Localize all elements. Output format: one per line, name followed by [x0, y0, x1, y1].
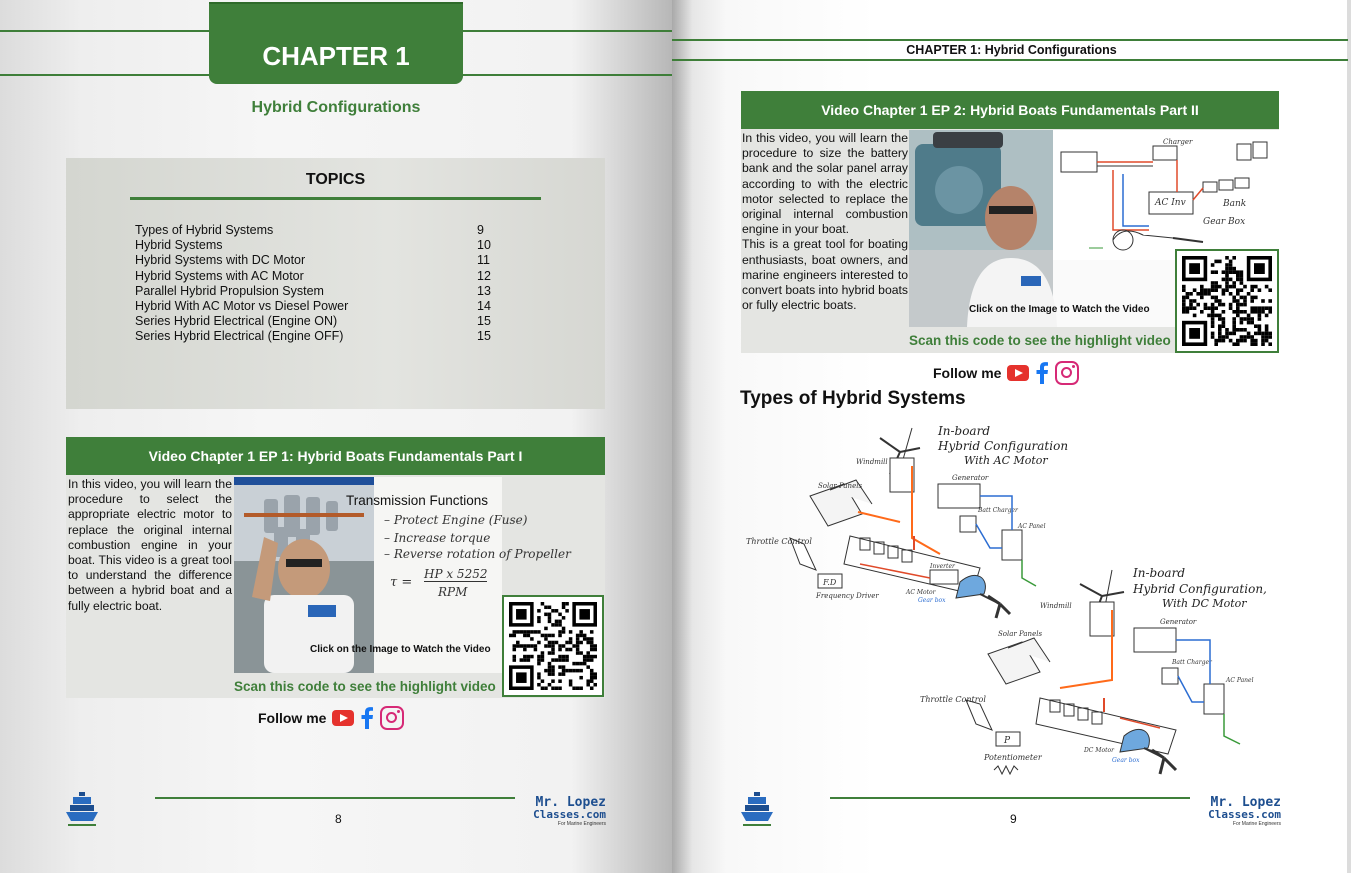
diagram-label: Solar Panels: [818, 482, 863, 490]
qr-code[interactable]: [502, 595, 604, 697]
video-description: In this video, you will learn the procedure to select the appropriate electric motor to replace the original internal combustion engine in your boat. This video is a great tool to understand the difference between a hybrid boat and a fully electric boat.: [68, 477, 232, 613]
diagram-label: P: [1004, 736, 1011, 746]
diagram-label: Gear box: [1112, 757, 1140, 764]
sketch-label: Charger: [1163, 138, 1193, 146]
sketch-label: Gear Box: [1203, 217, 1246, 227]
diagram-title: With DC Motor: [1162, 597, 1247, 610]
topic-row[interactable]: [135, 299, 495, 314]
ship-logo-icon: [64, 790, 100, 830]
diagram-label: Throttle Control: [920, 695, 986, 704]
diagram-label: Throttle Control: [746, 537, 812, 546]
topic-label: Parallel Hybrid Propulsion System: [135, 283, 324, 298]
topic-row[interactable]: [135, 329, 495, 344]
brand-line2: Classes.com: [1208, 808, 1281, 821]
youtube-icon[interactable]: [1007, 365, 1029, 381]
brand-line3: For Marine Engineers: [1232, 821, 1281, 827]
diagram-label: AC Panel: [1018, 523, 1046, 530]
diagram-label: Gear box: [918, 597, 946, 604]
brand-logo: [1204, 796, 1281, 827]
footer-rule: [155, 797, 515, 799]
click-to-watch[interactable]: Click on the Image to Watch the Video: [969, 304, 1150, 315]
brand-line2: Classes.com: [533, 808, 606, 821]
diagram-title: With AC Motor: [964, 454, 1048, 467]
footer-rule: [830, 797, 1190, 799]
diagram-title: Hybrid Configuration: [938, 439, 1069, 453]
facebook-icon[interactable]: [360, 707, 374, 729]
topic-page: 12: [477, 268, 491, 283]
follow-bar: [258, 706, 404, 730]
topic-row[interactable]: [135, 253, 495, 268]
instagram-icon[interactable]: [1055, 361, 1079, 385]
topic-page: 14: [477, 298, 491, 313]
diagram-title: In-board: [938, 424, 991, 438]
youtube-icon[interactable]: [332, 710, 354, 726]
running-header-rule-bottom: [672, 59, 1348, 61]
page-number: 8: [335, 812, 342, 826]
diagram-label: Generator: [1160, 618, 1197, 626]
topic-label: Hybrid Systems with AC Motor: [135, 268, 304, 283]
follow-label: Follow me: [258, 710, 327, 726]
chapter-subtitle: Hybrid Configurations: [251, 99, 421, 116]
topic-page: 10: [477, 238, 491, 253]
brand-line3: For Marine Engineers: [557, 821, 606, 827]
video-description-para: In this video, you will learn the procedure to size the battery bank and the solar panel array according to with the electric motor selected to replace the original internal combustion engine in your boat.: [742, 131, 908, 237]
brand-line1: Mr. Lopez: [1210, 795, 1281, 810]
page-number: 9: [1010, 812, 1017, 826]
topic-label: Series Hybrid Electrical (Engine OFF): [135, 329, 344, 344]
diagram-label: AC Motor: [906, 589, 936, 596]
thumb-title: Transmission Functions: [345, 493, 489, 508]
page-edge: [1347, 0, 1351, 873]
topic-label: Types of Hybrid Systems: [135, 223, 274, 237]
thumb-line: – Protect Engine (Fuse): [384, 513, 528, 527]
diagram-label: Batt Charger: [978, 507, 1018, 514]
video-header: Video Chapter 1 EP 2: Hybrid Boats Fundamentals Part II: [741, 91, 1279, 129]
diagram-label: Solar Panels: [998, 630, 1043, 638]
thumb-line: – Reverse rotation of Propeller: [384, 547, 571, 561]
diagram-label: F.D: [823, 578, 837, 587]
follow-bar: [933, 361, 1079, 385]
video-box-ep2: [741, 91, 1279, 353]
topic-label: Hybrid Systems with DC Motor: [135, 253, 306, 268]
instagram-icon[interactable]: [380, 706, 404, 730]
topic-page: 15: [477, 314, 491, 329]
topic-label: Hybrid With AC Motor vs Diesel Power: [135, 298, 349, 313]
running-header-rule-top: [672, 39, 1348, 41]
scan-text: Scan this code to see the highlight video: [909, 333, 1171, 348]
diagram-title: In-board: [1133, 566, 1186, 580]
left-page: [0, 0, 672, 873]
section-title: Types of Hybrid Systems: [740, 388, 966, 409]
video-header: Video Chapter 1 EP 1: Hybrid Boats Fundamentals Part I: [66, 437, 605, 475]
follow-label: Follow me: [933, 365, 1002, 381]
diagram-label: DC Motor: [1084, 747, 1114, 754]
diagram-label: Frequency Driver: [816, 592, 879, 600]
diagram-title: Hybrid Configuration,: [1133, 582, 1267, 596]
sketch-label: Bank: [1223, 199, 1247, 209]
qr-code-pattern: [1182, 256, 1272, 346]
facebook-icon[interactable]: [1035, 362, 1049, 384]
topics-title: TOPICS: [305, 171, 366, 188]
diagram-ac-motor: [746, 424, 1068, 618]
topics-list: [135, 223, 495, 345]
thumb-line: – Increase torque: [384, 531, 491, 545]
thumb-formula-numerator: HP x 5252: [424, 567, 488, 581]
chapter-label: CHAPTER 1: [262, 41, 410, 71]
video-description-para: This is a great tool for boating enthusiasts, boat owners, and marine engineers interested to convert boats into hybrid boats or fully electric boats.: [742, 237, 908, 313]
topic-row[interactable]: [135, 314, 495, 329]
diagram-label: Batt Charger: [1172, 659, 1212, 666]
topic-label: Series Hybrid Electrical (Engine ON): [135, 314, 338, 329]
chapter-tab: [209, 2, 463, 84]
click-to-watch[interactable]: Click on the Image to Watch the Video: [310, 644, 491, 655]
topic-row[interactable]: [135, 238, 495, 253]
qr-code-pattern: [509, 602, 597, 690]
video-box-ep1: [66, 437, 605, 698]
topics-box: [66, 158, 605, 409]
hybrid-configuration-diagram: [740, 418, 1280, 788]
brand-line1: Mr. Lopez: [535, 795, 606, 810]
running-header: CHAPTER 1: Hybrid Configurations: [906, 43, 1117, 57]
topic-page: 9: [477, 223, 484, 237]
diagram-label: Inverter: [930, 563, 955, 570]
ship-logo-icon: [739, 790, 775, 830]
diagram-label: Windmill: [856, 458, 888, 466]
topic-page: 15: [477, 329, 491, 344]
diagram-label: AC Panel: [1226, 677, 1254, 684]
thumb-formula-denominator: RPM: [438, 585, 468, 599]
qr-code[interactable]: [1175, 249, 1279, 353]
sketch-label: AC Inv: [1155, 198, 1186, 208]
topic-page: 13: [477, 283, 491, 298]
topic-label: Hybrid Systems: [135, 238, 223, 253]
video-description: [742, 131, 908, 313]
topic-row[interactable]: [135, 284, 495, 299]
thumb-formula-lhs: τ =: [390, 575, 413, 590]
topics-rule: [130, 197, 541, 200]
wiring-sketch: [1053, 130, 1279, 260]
scan-text: Scan this code to see the highlight video: [234, 679, 496, 694]
diagram-label: Windmill: [1040, 602, 1072, 610]
brand-logo: [530, 796, 606, 827]
diagram-label: Potentiometer: [984, 753, 1042, 762]
diagram-dc-motor: [920, 566, 1267, 774]
diagram-label: Generator: [952, 474, 989, 482]
topic-row[interactable]: [135, 223, 495, 238]
topic-page: 11: [477, 253, 490, 268]
video-thumbnail[interactable]: [234, 477, 571, 673]
topic-row[interactable]: [135, 269, 495, 284]
